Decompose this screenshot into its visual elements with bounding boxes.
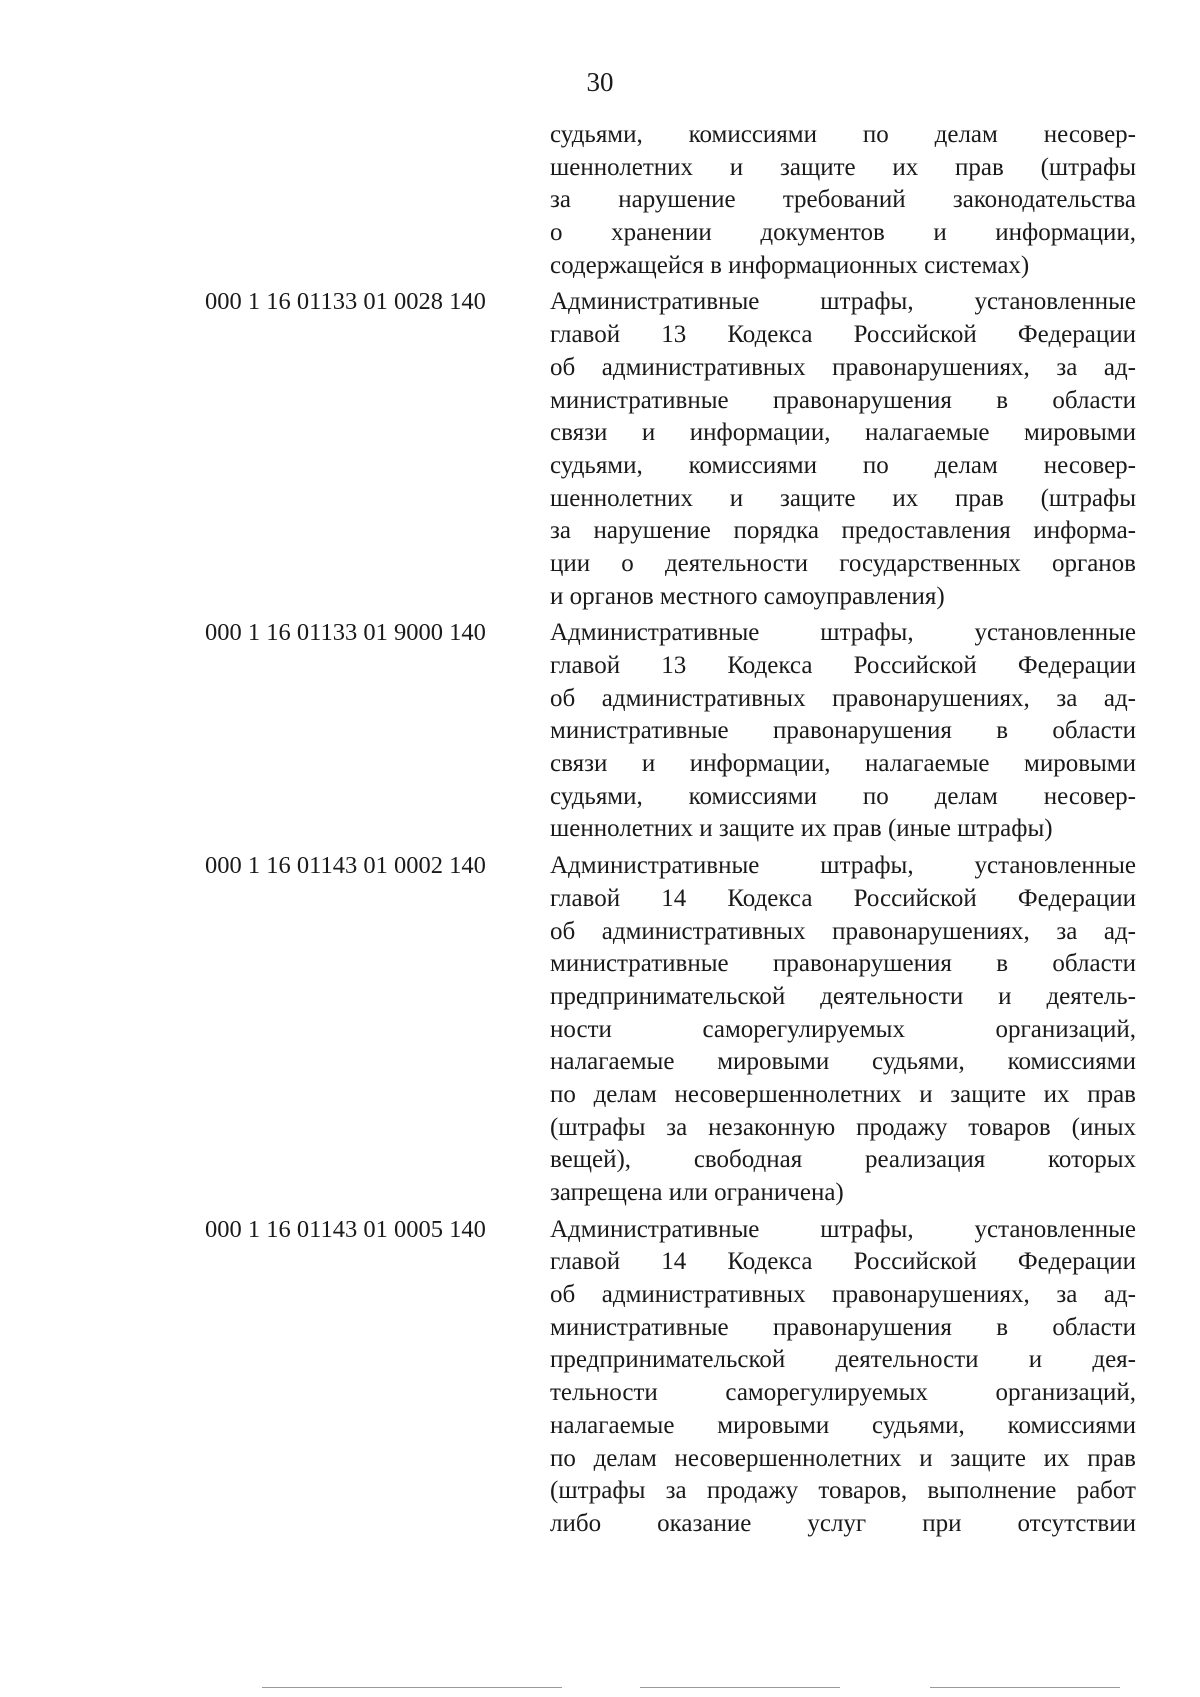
desc-line: министративные правонарушения в области bbox=[550, 717, 1136, 745]
desc-line: об административных правонарушениях, за ад- bbox=[550, 684, 1136, 712]
desc-line: ности саморегулируемых организаций, bbox=[550, 1015, 1136, 1043]
desc-line: об административных правонарушениях, за ад- bbox=[550, 1281, 1136, 1309]
desc-line: судьями, комиссиями по делам несовер- bbox=[550, 782, 1136, 810]
desc-line: предпринимательской деятельности и деятель- bbox=[550, 982, 1136, 1010]
desc-line: по делам несовершеннолетних и защите их прав bbox=[550, 1444, 1136, 1472]
entry-description bbox=[550, 850, 1136, 1210]
desc-line: главой 13 Кодекса Российской Федерации bbox=[550, 652, 1136, 679]
desc-line: главой 13 Кодекса Российской Федерации bbox=[550, 321, 1136, 349]
entry-description bbox=[550, 1214, 1136, 1541]
desc-line: налагаемые мировыми судьями, комиссиями bbox=[550, 1048, 1136, 1076]
desc-line: Административные штрафы, установленные bbox=[550, 288, 1136, 316]
entry-description bbox=[550, 286, 1136, 613]
desc-line: министративные правонарушения в области bbox=[550, 950, 1136, 978]
scan-artifact-line bbox=[640, 1687, 840, 1688]
desc-line: Административные штрафы, установленные bbox=[550, 619, 1136, 647]
entry-row bbox=[205, 617, 1140, 846]
desc-line: связи и информации, налагаемые мировыми bbox=[550, 419, 1136, 447]
desc-line: вещей), свободная реализация которых bbox=[550, 1146, 1136, 1174]
desc-line: (штрафы за незаконную продажу товаров (иных bbox=[550, 1113, 1136, 1141]
desc-line: шеннолетних и защите их прав (иные штрафы) bbox=[550, 815, 1053, 843]
desc-line: судьями, комиссиями по делам несовер- bbox=[550, 121, 1136, 148]
budget-code-table bbox=[205, 119, 1140, 1541]
scan-artifact-line bbox=[262, 1687, 562, 1688]
desc-line: содержащейся в информационных системах) bbox=[550, 251, 1030, 279]
entry-row bbox=[205, 1214, 1140, 1541]
desc-line: за нарушение порядка предоставления информа- bbox=[550, 517, 1136, 545]
entry-code: 000 1 16 01133 01 9000 140 bbox=[205, 619, 486, 647]
continuation-row bbox=[205, 119, 1140, 282]
desc-line: связи и информации, налагаемые мировыми bbox=[550, 750, 1136, 778]
entry-row bbox=[205, 286, 1140, 613]
desc-line: запрещена или ограничена) bbox=[550, 1179, 844, 1206]
desc-line: об административных правонарушениях, за ад- bbox=[550, 353, 1136, 381]
desc-line: судьями, комиссиями по делам несовер- bbox=[550, 451, 1136, 479]
continuation-description bbox=[550, 119, 1136, 282]
scan-artifact-line bbox=[930, 1687, 1120, 1688]
desc-line: главой 14 Кодекса Российской Федерации bbox=[550, 1248, 1136, 1276]
desc-line: либо оказание услуг при отсутствии bbox=[550, 1509, 1136, 1537]
entry-code: 000 1 16 01143 01 0002 140 bbox=[205, 852, 486, 880]
desc-line: главой 14 Кодекса Российской Федерации bbox=[550, 884, 1136, 912]
entry-code: 000 1 16 01143 01 0005 140 bbox=[205, 1215, 486, 1243]
desc-line: тельности саморегулируемых организаций, bbox=[550, 1379, 1136, 1407]
desc-line: министративные правонарушения в области bbox=[550, 386, 1136, 414]
desc-line: министративные правонарушения в области bbox=[550, 1313, 1136, 1341]
desc-line: ции о деятельности государственных органов bbox=[550, 549, 1136, 577]
desc-line: и органов местного самоуправления) bbox=[550, 582, 945, 610]
entry-code: 000 1 16 01133 01 0028 140 bbox=[205, 288, 486, 316]
desc-line: об административных правонарушениях, за ад- bbox=[550, 917, 1136, 945]
desc-line: о хранении документов и информации, bbox=[550, 219, 1136, 247]
entry-description bbox=[550, 617, 1136, 846]
desc-line: шеннолетних и защите их прав (штрафы bbox=[550, 153, 1136, 181]
desc-line: за нарушение требований законодательства bbox=[550, 186, 1136, 214]
desc-line: по делам несовершеннолетних и защите их прав bbox=[550, 1080, 1136, 1108]
desc-line: Административные штрафы, установленные bbox=[550, 852, 1136, 880]
desc-line: налагаемые мировыми судьями, комиссиями bbox=[550, 1411, 1136, 1439]
desc-line: предпринимательской деятельности и дея- bbox=[550, 1346, 1136, 1374]
desc-line: шеннолетних и защите их прав (штрафы bbox=[550, 484, 1136, 512]
desc-line: Административные штрафы, установленные bbox=[550, 1215, 1136, 1243]
entry-row bbox=[205, 850, 1140, 1210]
page-number: 30 bbox=[586, 67, 614, 97]
desc-line: (штрафы за продажу товаров, выполнение работ bbox=[550, 1477, 1136, 1505]
